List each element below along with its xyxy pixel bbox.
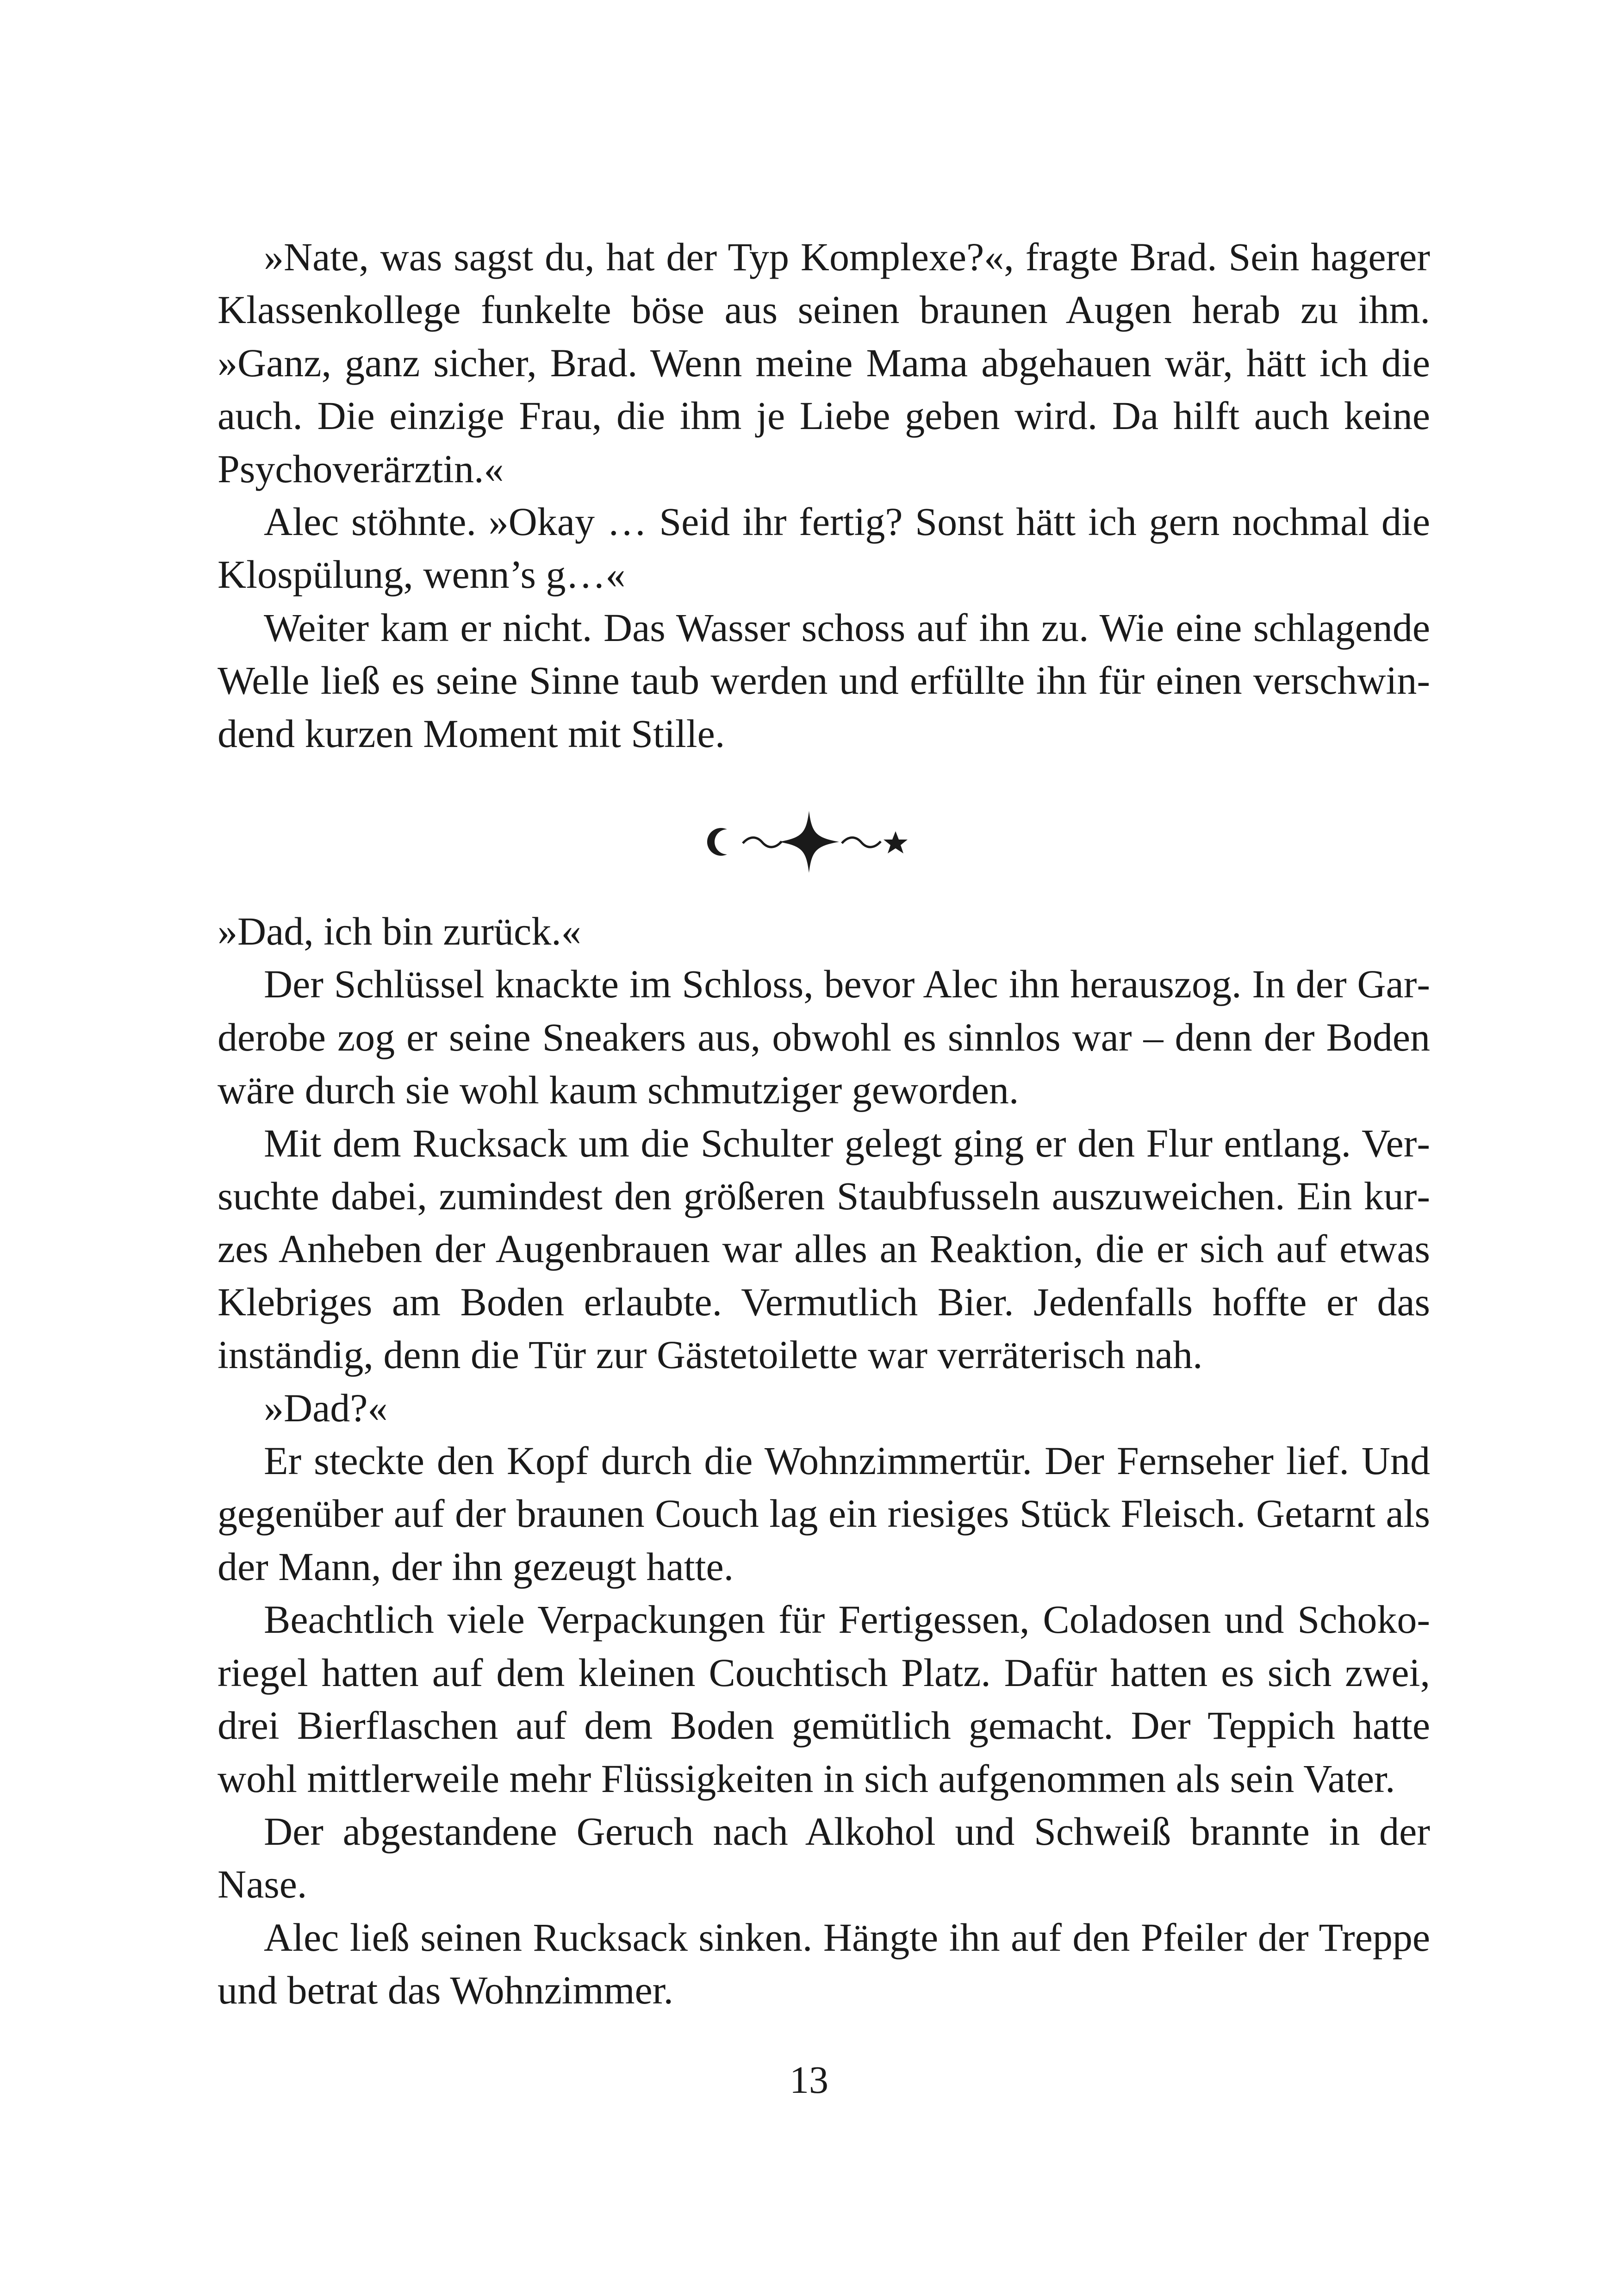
paragraph: Weiter kam er nicht. Das Wasser schoss auf ihn zu. Wie eine schlagende Welle ließ es seine Sinne taub werden und erfüllte ihn für einen verschwindend kurzen Moment mit Stille. [218, 605, 1430, 756]
paragraph: Mit dem Rucksack um die Schulter gelegt ging er den Flur entlang. Versuchte dabei, zumindest den größeren Staubfusseln auszuweichen. Ein kurzes Anheben der Augenbrauen war alles an Reaktion, die er sich auf etwas Klebriges am Boden erlaubte. Vermutlich Bier. Jedenfalls hoffte er das inständig, denn die Tür zur Gästetoilette war verräterisch nah. [218, 1120, 1430, 1377]
paragraph: Alec stöhnte. »Okay … Seid ihr fertig? Sonst hätt ich gern nochmal die Klospülung, wenn’s g…« [218, 499, 1430, 597]
paragraph: »Dad?« [264, 1385, 388, 1430]
paragraph: Der Schlüssel knackte im Schloss, bevor Alec ihn herauszog. In der Garderobe zog er seine Sneakers aus, obwohl es sinnlos war – denn der Boden wäre durch sie wohl kaum schmutziger geworden. [218, 962, 1430, 1113]
paragraph: »Dad, ich bin zurück.« [218, 909, 581, 953]
wave-icon [842, 838, 881, 847]
paragraph: Der abgestandene Geruch nach Alkohol und Schweiß brannte in der Nase. [218, 1809, 1430, 1907]
page-number: 13 [790, 2059, 828, 2102]
text-section-one [218, 230, 1430, 760]
paragraph: Alec ließ seinen Rucksack sinken. Hängte ihn auf den Pfeiler der Treppe und betrat das Wohnzimmer. [218, 1915, 1430, 2013]
four-point-star-icon [779, 811, 839, 873]
paragraph: Er steckte den Kopf durch die Wohnzimmertür. Der Fernseher lief. Und gegenüber auf der braunen Couch lag ein riesiges Stück Fleisch. Getarnt als der Mann, der ihn gezeugt hatte. [218, 1438, 1430, 1589]
paragraph: »Nate, was sagst du, hat der Typ Komplexe?«, fragte Brad. Sein hagerer Klassenkollege funkelte böse aus seinen braunen Augen herab zu ihm. »Ganz, ganz sicher, Brad. Wenn meine Mama abgehauen wär, hätt ich die auch. Die einzige Frau, die ihm je Liebe geben wird. Da hilft auch keine Psychoverärztin.« [218, 235, 1430, 491]
text-section-two [218, 905, 1430, 2017]
star-icon [884, 831, 908, 853]
scene-break-ornament [0, 806, 1618, 876]
wave-icon [743, 838, 782, 847]
crescent-moon-icon [707, 828, 727, 856]
paragraph: Beachtlich viele Verpackungen für Fertigessen, Coladosen und Schokoriegel hatten auf dem kleinen Couchtisch Platz. Dafür hatten es sich zwei, drei Bierflaschen auf dem Boden gemütlich gemacht. Der Teppich hatte wohl mittlerweile mehr Flüssigkeiten in sich aufgenommen als sein Vater. [218, 1597, 1430, 1801]
